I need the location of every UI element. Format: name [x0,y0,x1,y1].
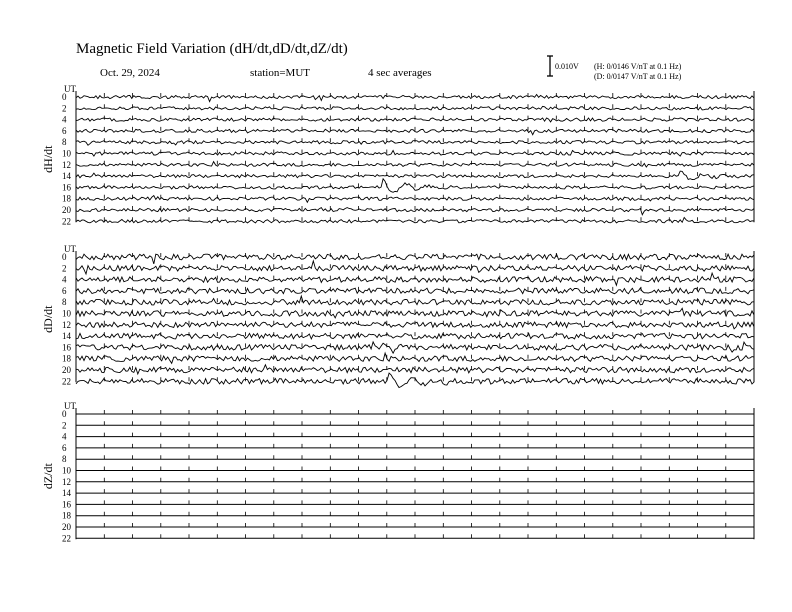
hour-label-20: 20 [62,365,71,375]
hour-label-0: 0 [62,252,67,262]
hour-label-8: 8 [62,454,67,465]
hour-label-22: 22 [62,376,71,387]
date-label: Oct. 29, 2024 [100,67,160,79]
hour-label-10: 10 [62,465,71,476]
hour-ticks-4 [76,116,754,120]
station-label: station=MUT [250,67,310,79]
hour-label-18: 18 [62,510,71,521]
hour-ticks-16 [76,183,754,187]
hour-ticks-12 [76,161,754,165]
hour-ticks-10 [76,467,754,471]
hour-label-14: 14 [62,171,71,182]
scale-bar [547,56,553,76]
hour-label-10: 10 [62,148,71,159]
hour-label-4: 4 [62,431,67,442]
hour-ticks-18 [76,512,754,516]
hour-label-22: 22 [62,533,71,544]
hour-ticks-6 [76,444,754,448]
hour-label-6: 6 [62,442,67,453]
hour-label-4: 4 [62,114,67,125]
hour-ticks-2 [76,264,754,268]
hour-label-8: 8 [62,297,67,308]
y-axis-label: dH/dt [41,145,55,173]
hour-label-10: 10 [62,308,71,319]
hour-ticks-2 [76,421,754,425]
hour-label-20: 20 [62,205,71,215]
hour-ticks-0 [76,410,754,414]
hour-label-4: 4 [62,274,67,285]
hour-ticks-20 [76,523,754,527]
hour-label-12: 12 [62,319,71,330]
hour-ticks-2 [76,104,754,108]
hour-label-18: 18 [62,353,71,364]
hour-label-2: 2 [62,420,67,431]
ut-label: UT [64,84,76,94]
ut-label: UT [64,244,76,254]
panel-dH-dt [41,84,754,226]
ut-label: UT [64,401,76,411]
hour-ticks-4 [76,433,754,437]
hour-ticks-16 [76,500,754,504]
hour-label-0: 0 [62,92,67,102]
hour-label-20: 20 [62,522,71,532]
averaging-label: 4 sec averages [368,67,432,79]
hour-label-16: 16 [62,342,71,353]
panel-dD-dt [41,244,754,388]
hour-label-16: 16 [62,499,71,510]
hour-label-22: 22 [62,216,71,227]
chart-title: Magnetic Field Variation (dH/dt,dD/dt,dZ/dt) [76,41,348,57]
hour-label-18: 18 [62,193,71,204]
hour-ticks-12 [76,478,754,482]
hour-label-2: 2 [62,263,67,274]
hour-label-0: 0 [62,409,67,419]
hour-label-14: 14 [62,331,71,342]
scale-value: 0.010V [555,62,579,71]
hour-label-2: 2 [62,103,67,114]
hour-label-6: 6 [62,285,67,296]
hour-ticks-22 [76,534,754,538]
hour-label-6: 6 [62,125,67,136]
hour-label-12: 12 [62,476,71,487]
hour-label-16: 16 [62,182,71,193]
scale-note-d: (D: 0/0147 V/nT at 0.1 Hz) [594,72,682,81]
scale-note-h: (H: 0/0146 V/nT at 0.1 Hz) [594,62,682,71]
y-axis-label: dZ/dt [41,463,55,490]
hour-label-12: 12 [62,159,71,170]
hour-ticks-6 [76,127,754,131]
panel-dZ-dt [41,401,754,543]
hour-ticks-8 [76,455,754,459]
hour-label-8: 8 [62,137,67,148]
hour-ticks-10 [76,150,754,154]
panels [41,84,754,543]
y-axis-label: dD/dt [41,305,55,333]
hour-label-14: 14 [62,488,71,499]
hour-ticks-14 [76,489,754,493]
